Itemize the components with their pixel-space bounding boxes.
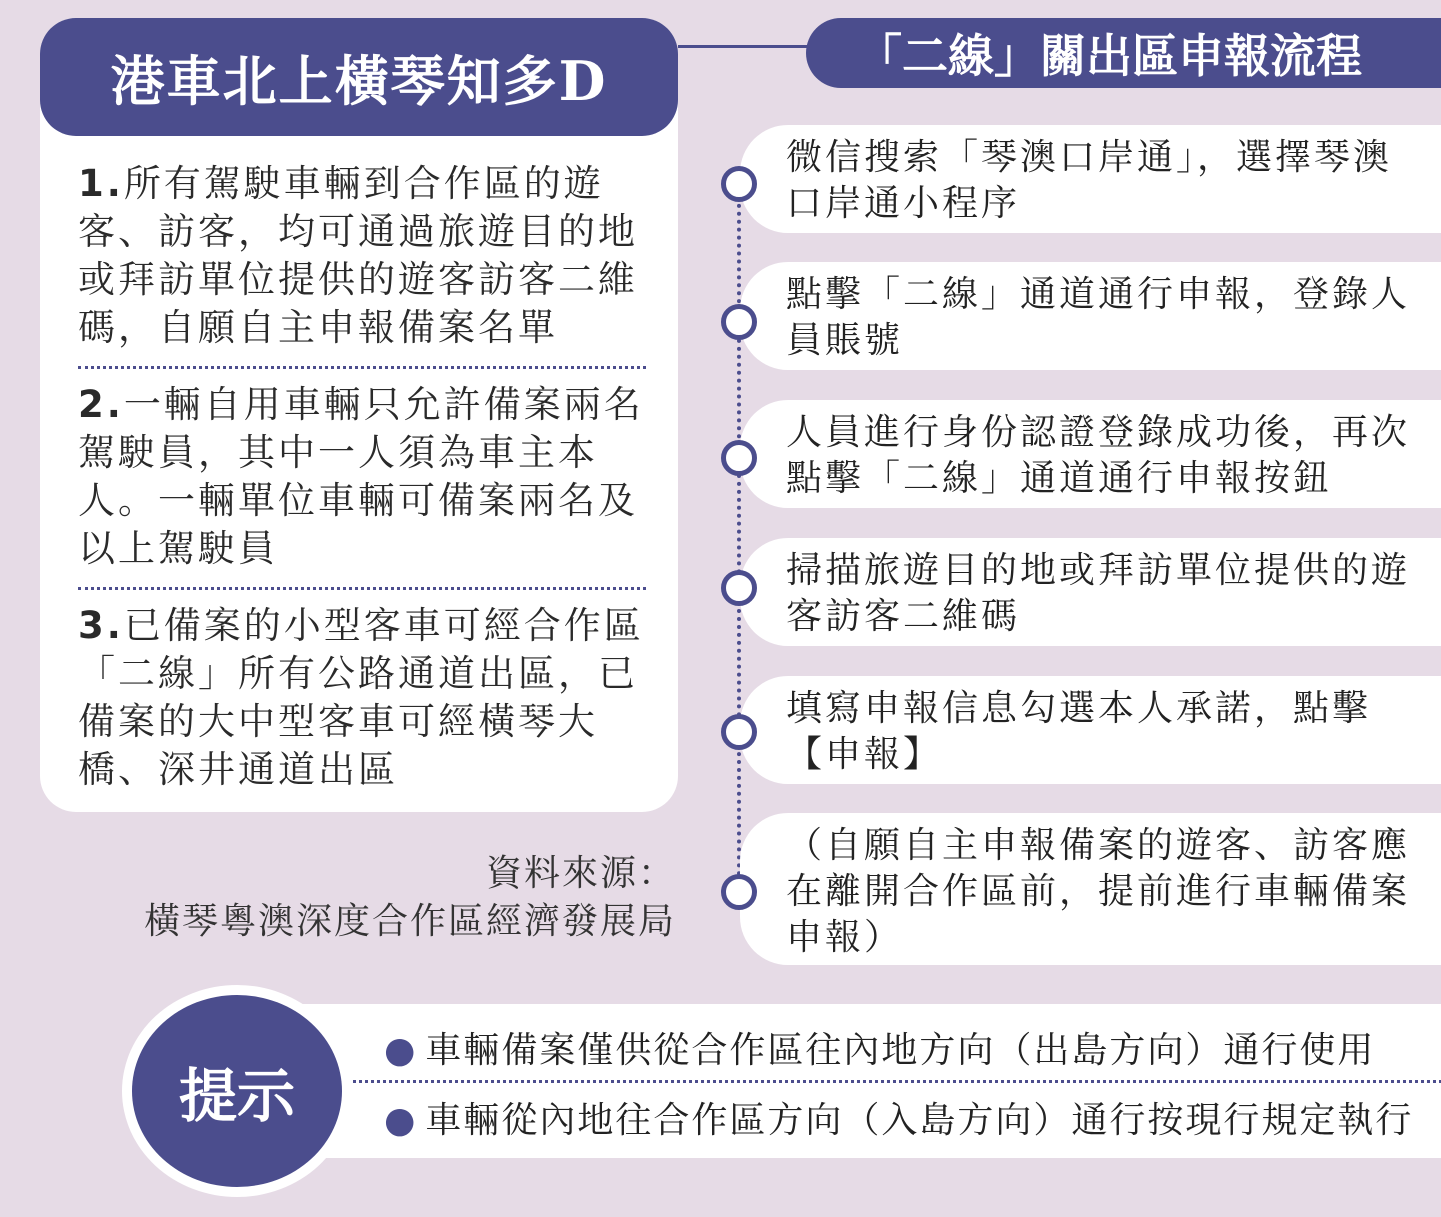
timeline-dot-icon xyxy=(721,166,757,202)
tips-badge: 提示 xyxy=(132,995,342,1187)
flow-step-6 xyxy=(740,813,1441,965)
flow-step-line: 員賬號 xyxy=(786,320,904,361)
info-item-3 xyxy=(78,602,646,808)
flow-step-line: 【申報】 xyxy=(786,734,943,775)
flow-step-line: 微信搜索「琴澳口岸通」，選擇琴澳 xyxy=(786,137,1393,178)
flow-step-line: 掃描旅遊目的地或拜訪單位提供的遊 xyxy=(786,550,1411,591)
flow-step-line: 人員進行身份認證登錄成功後，再次 xyxy=(786,412,1411,453)
flow-title: 「二線」關出區申報流程 xyxy=(806,18,1441,88)
flow-step-line: 在離開合作區前，提前進行車輛備案 xyxy=(786,871,1411,912)
flow-step-line: （自願自主申報備案的遊客、訪客應 xyxy=(786,825,1411,866)
info-card xyxy=(40,18,678,812)
timeline-dot-icon xyxy=(721,714,757,750)
info-item-number: 3. xyxy=(78,604,124,647)
tip-line-1 xyxy=(384,1022,1375,1073)
info-item-text: 一輛自用車輛只允許備案兩名駕駛員，其中一人須為車主本人。一輛單位車輛可備案兩名及以上駕駛員 xyxy=(78,383,644,570)
header-connector-line xyxy=(678,45,808,48)
info-item-text: 所有駕駛車輛到合作區的遊客、訪客，均可通過旅遊目的地或拜訪單位提供的遊客訪客二維碼，自願自主申報備案名單 xyxy=(78,162,638,349)
tips-divider xyxy=(348,1080,1441,1083)
flow-step-line: 口岸通小程序 xyxy=(786,183,1021,224)
info-list xyxy=(78,160,646,820)
info-item-text: 已備案的小型客車可經合作區「二線」所有公路通道出區，已備案的大中型客車可經橫琴大橋、深井通道出區 xyxy=(78,604,644,791)
timeline-dotted-line xyxy=(737,180,741,900)
info-item-2 xyxy=(78,381,646,590)
tip-text: 車輛備案僅供從合作區往內地方向（出島方向）通行使用 xyxy=(425,1030,1376,1071)
timeline-dot-icon xyxy=(721,304,757,340)
flow-step-line: 填寫申報信息勾選本人承諾，點擊 xyxy=(786,688,1372,729)
timeline-dot-icon xyxy=(721,874,757,910)
flow-step-line: 點擊「二線」通道通行申報，登錄人 xyxy=(786,274,1411,315)
flow-step-line: 申報） xyxy=(786,917,904,958)
tip-text: 車輛從內地往合作區方向（入島方向）通行按現行規定執行 xyxy=(425,1100,1414,1141)
info-card-title: 港車北上橫琴知多D xyxy=(40,18,678,136)
flow-step-5 xyxy=(740,676,1441,784)
flow-step-3 xyxy=(740,400,1441,508)
bullet-icon: ● xyxy=(384,1100,418,1141)
info-item-number: 1. xyxy=(78,162,124,205)
flow-step-line: 點擊「二線」通道通行申報按鈕 xyxy=(786,458,1333,499)
source-credit xyxy=(144,850,676,946)
source-name: 橫琴粵澳深度合作區經濟發展局 xyxy=(143,901,676,942)
info-item-number: 2. xyxy=(78,383,124,426)
bullet-icon: ● xyxy=(384,1030,418,1071)
source-label: 資料來源： xyxy=(485,853,676,894)
flow-step-1 xyxy=(740,125,1441,233)
timeline-dot-icon xyxy=(721,570,757,606)
flow-step-line: 客訪客二維碼 xyxy=(786,596,1021,637)
tip-line-2 xyxy=(384,1092,1413,1143)
timeline-dot-icon xyxy=(721,440,757,476)
flow-step-2 xyxy=(740,262,1441,370)
flow-step-4 xyxy=(740,538,1441,646)
info-item-1 xyxy=(78,160,646,369)
